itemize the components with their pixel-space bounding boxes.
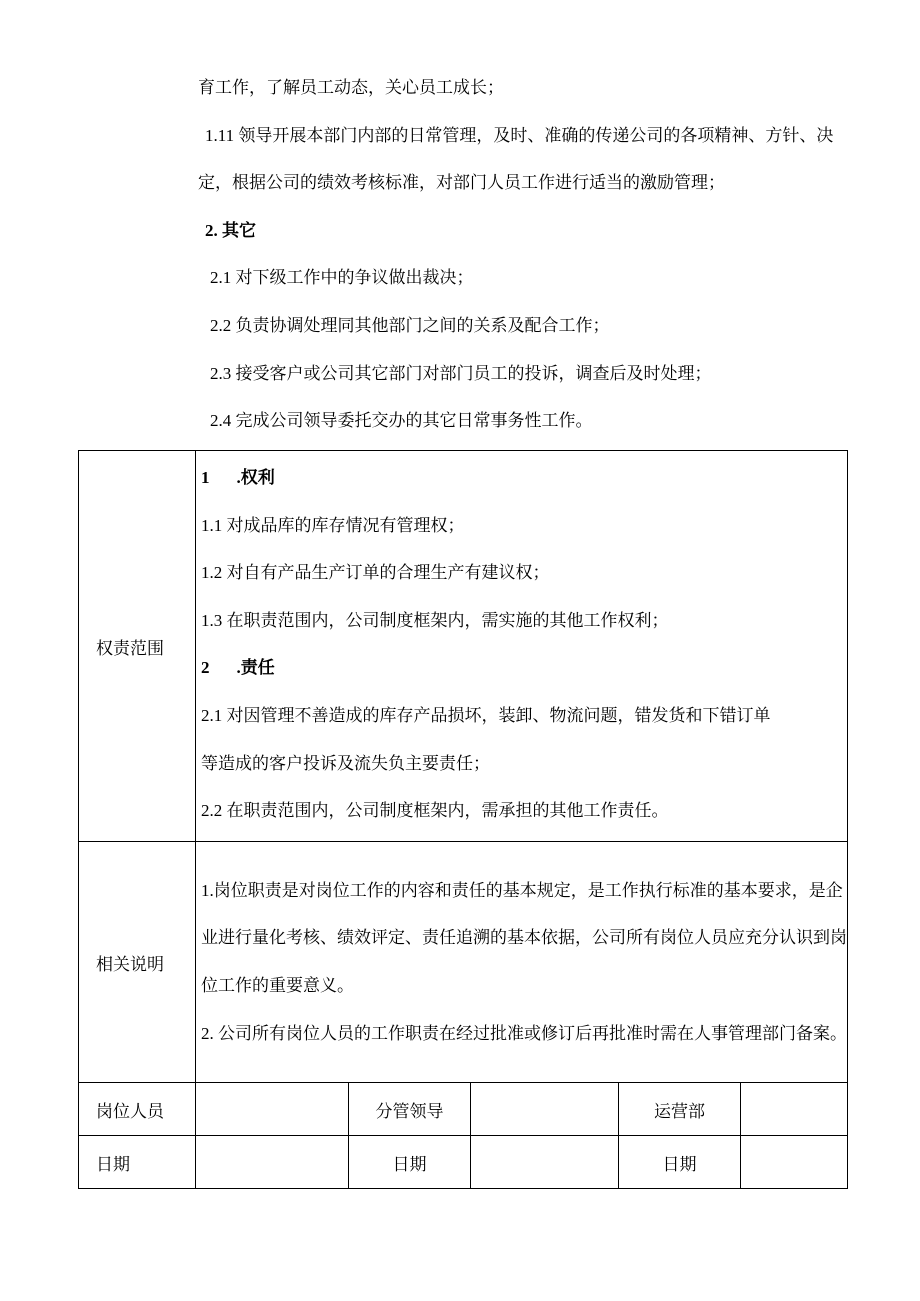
- rights-section-heading: [201, 454, 839, 502]
- date-label-3: 日期: [619, 1136, 741, 1188]
- related-notes-label: 相关说明: [79, 842, 196, 1082]
- rights-scope-content: [196, 451, 847, 841]
- notes-line: 1.岗位职责是对岗位工作的内容和责任的基本规定，是工作执行标准的基本要求，是企: [201, 880, 843, 900]
- section-number: 2: [201, 658, 210, 678]
- supervisor-label: 分管领导: [349, 1083, 471, 1135]
- rights-scope-row: [79, 451, 847, 842]
- personnel-row: [79, 1083, 847, 1136]
- section-heading-other: 2. 其它: [205, 220, 256, 240]
- responsibilities-table: [78, 450, 848, 1189]
- duty-section-heading: [201, 644, 839, 692]
- supervisor-value-cell: [471, 1083, 619, 1135]
- paragraph-line: 2.2 负责协调处理同其他部门之间的关系及配合工作；: [210, 315, 610, 335]
- rights-scope-label: 权责范围: [79, 451, 196, 841]
- notes-line: 位工作的重要意义。: [201, 976, 354, 995]
- date-row: [79, 1136, 847, 1188]
- operations-dept-label: 运营部: [619, 1083, 741, 1135]
- date-value-cell-1: [196, 1136, 349, 1188]
- operations-value-cell: [741, 1083, 847, 1135]
- duty-line: 等造成的客户投诉及流失负主要责任；: [201, 753, 490, 773]
- section-title: .责任: [236, 658, 275, 678]
- personnel-value-cell: [196, 1083, 349, 1135]
- paragraph-line: 定，根据公司的绩效考核标准，对部门人员工作进行适当的激励管理；: [198, 173, 725, 193]
- paragraph-line: 育工作，了解员工动态，关心员工成长；: [198, 78, 504, 97]
- paragraph-line: 1.11 领导开展本部门内部的日常管理，及时、准确的传递公司的各项精神、方针、决: [205, 125, 834, 145]
- date-label-2: 日期: [349, 1136, 471, 1188]
- related-notes-row: [79, 842, 847, 1083]
- notes-line: 2. 公司所有岗位人员的工作职责在经过批准或修订后再批准时需在人事管理部门备案。: [201, 1023, 847, 1043]
- rights-line: 1.2 对自有产品生产订单的合理生产有建议权；: [201, 563, 550, 583]
- section-title: .权利: [236, 468, 275, 487]
- related-notes-content: [196, 842, 847, 1082]
- duty-line: 2.1 对因管理不善造成的库存产品损坏，装卸、物流问题，错发货和下错订单: [201, 705, 771, 725]
- rights-line: 1.3 在职责范围内，公司制度框架内，需实施的其他工作权利；: [201, 610, 669, 630]
- section-number: 1: [201, 468, 210, 487]
- date-label-1: 日期: [79, 1136, 196, 1188]
- intro-text-block: [198, 64, 858, 445]
- paragraph-line: 2.3 接受客户或公司其它部门对部门员工的投诉，调查后及时处理；: [210, 363, 712, 383]
- date-value-cell-2: [471, 1136, 619, 1188]
- paragraph-line: 2.4 完成公司领导委托交办的其它日常事务性工作。: [210, 411, 593, 431]
- duty-line: 2.2 在职责范围内，公司制度框架内，需承担的其他工作责任。: [201, 801, 669, 821]
- rights-line: 1.1 对成品库的库存情况有管理权；: [201, 515, 465, 535]
- notes-line: 业进行量化考核、绩效评定、责任追溯的基本依据，公司所有岗位人员应充分认识到岗: [201, 928, 847, 948]
- paragraph-line: 2.1 对下级工作中的争议做出裁决；: [210, 268, 474, 288]
- date-value-cell-3: [741, 1136, 847, 1188]
- personnel-label: 岗位人员: [79, 1083, 196, 1135]
